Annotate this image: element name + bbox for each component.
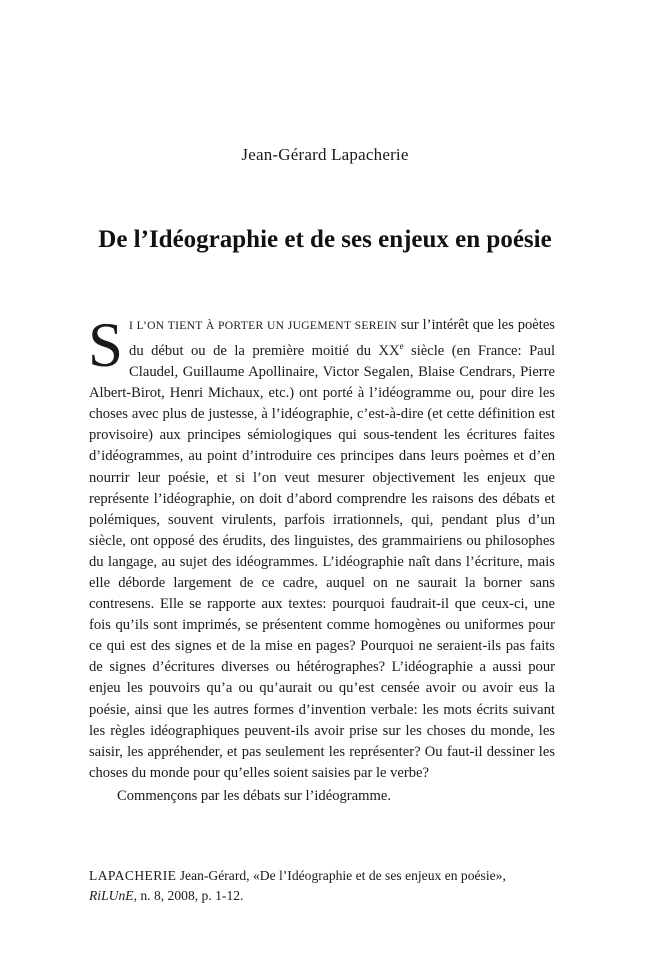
- article-title: De l’Idéographie et de ses enjeux en poésie: [98, 226, 552, 253]
- article-body: [88, 310, 556, 784]
- drop-cap: S: [88, 310, 124, 380]
- citation-author-surname: LAPACHERIE: [89, 868, 177, 883]
- citation-author-and-title: Jean-Gérard, «De l’Idéographie et de ses enjeux en poésie»,: [176, 868, 506, 883]
- citation-journal: RiLUnE: [89, 888, 134, 903]
- body-text-part-2: siècle (en France: Paul Claudel, Guillaume Apollinaire, Victor Segalen, Blaise Cendrars, Pierre Albert-Birot, Henri Michaux, etc.) ont porté à l’idéogramme ou, pour dire les choses avec plus de justesse, à l’idéographie, c’est-à-dire (et cette définition est provisoire) aux principes sémiologiques qui sous-tendent les écritures faites d’idéogrammes, au point d’introduire ces principes dans leurs poèmes et d’en nourrir leur poésie, et si l’on veut mesurer objectivement les enjeux que représente l’idéographie, on doit d’abord comprendre les raisons des débats et polémiques, souvent virulents, parfois irrationnels, qui, pendant plus d’un siècle, ont opposé des érudits, des linguistes, des grammairiens ou philosophes du langage, au sujet des idéogrammes. L’idéographie naît dans l’écriture, mais elle déborde largement de ce cadre, auquel on ne saurait la borner sans contresens. Elle se rapporte aux textes: pourquoi faudrait-il que ceux-ci, une fois qu’ils sont imprimés, se présentent comme homogènes ou uniformes pour ce qui est des signes et de la mise en pages? Pourquoi ne seraient-ils pas faits de signes d’écritures diverses ou hétérographes? L’idéographie a aussi pour enjeu les pouvoirs qu’a ou qu’aurait ou qu’est censée avoir ou avoir eus la poésie, ainsi que les autres formes d’invention verbale: les mots écrits suivant les règles idéographiques peuvent-ils avoir prise sur les choses du monde, les saisir, les appréhender, et pas seulement les représenter? Ou faut-il dessiner les choses du monde pour qu’elles soient saisies par le verbe?: [89, 342, 556, 781]
- closing-sentence: Commençons par les débats sur l’idéogramme.: [117, 788, 391, 804]
- citation-details: , n. 8, 2008, p. 1-12.: [133, 888, 244, 903]
- author-name: Jean-Gérard Lapacherie: [241, 145, 409, 164]
- citation: [89, 866, 569, 906]
- opening-small-caps: I L’ON TIENT À PORTER UN JUGEMENT SEREIN: [129, 319, 397, 332]
- century-superscript: e: [399, 341, 404, 352]
- body-text-part-1: sur l’intérêt que les poètes du début ou de la première moitié du XX: [129, 317, 555, 359]
